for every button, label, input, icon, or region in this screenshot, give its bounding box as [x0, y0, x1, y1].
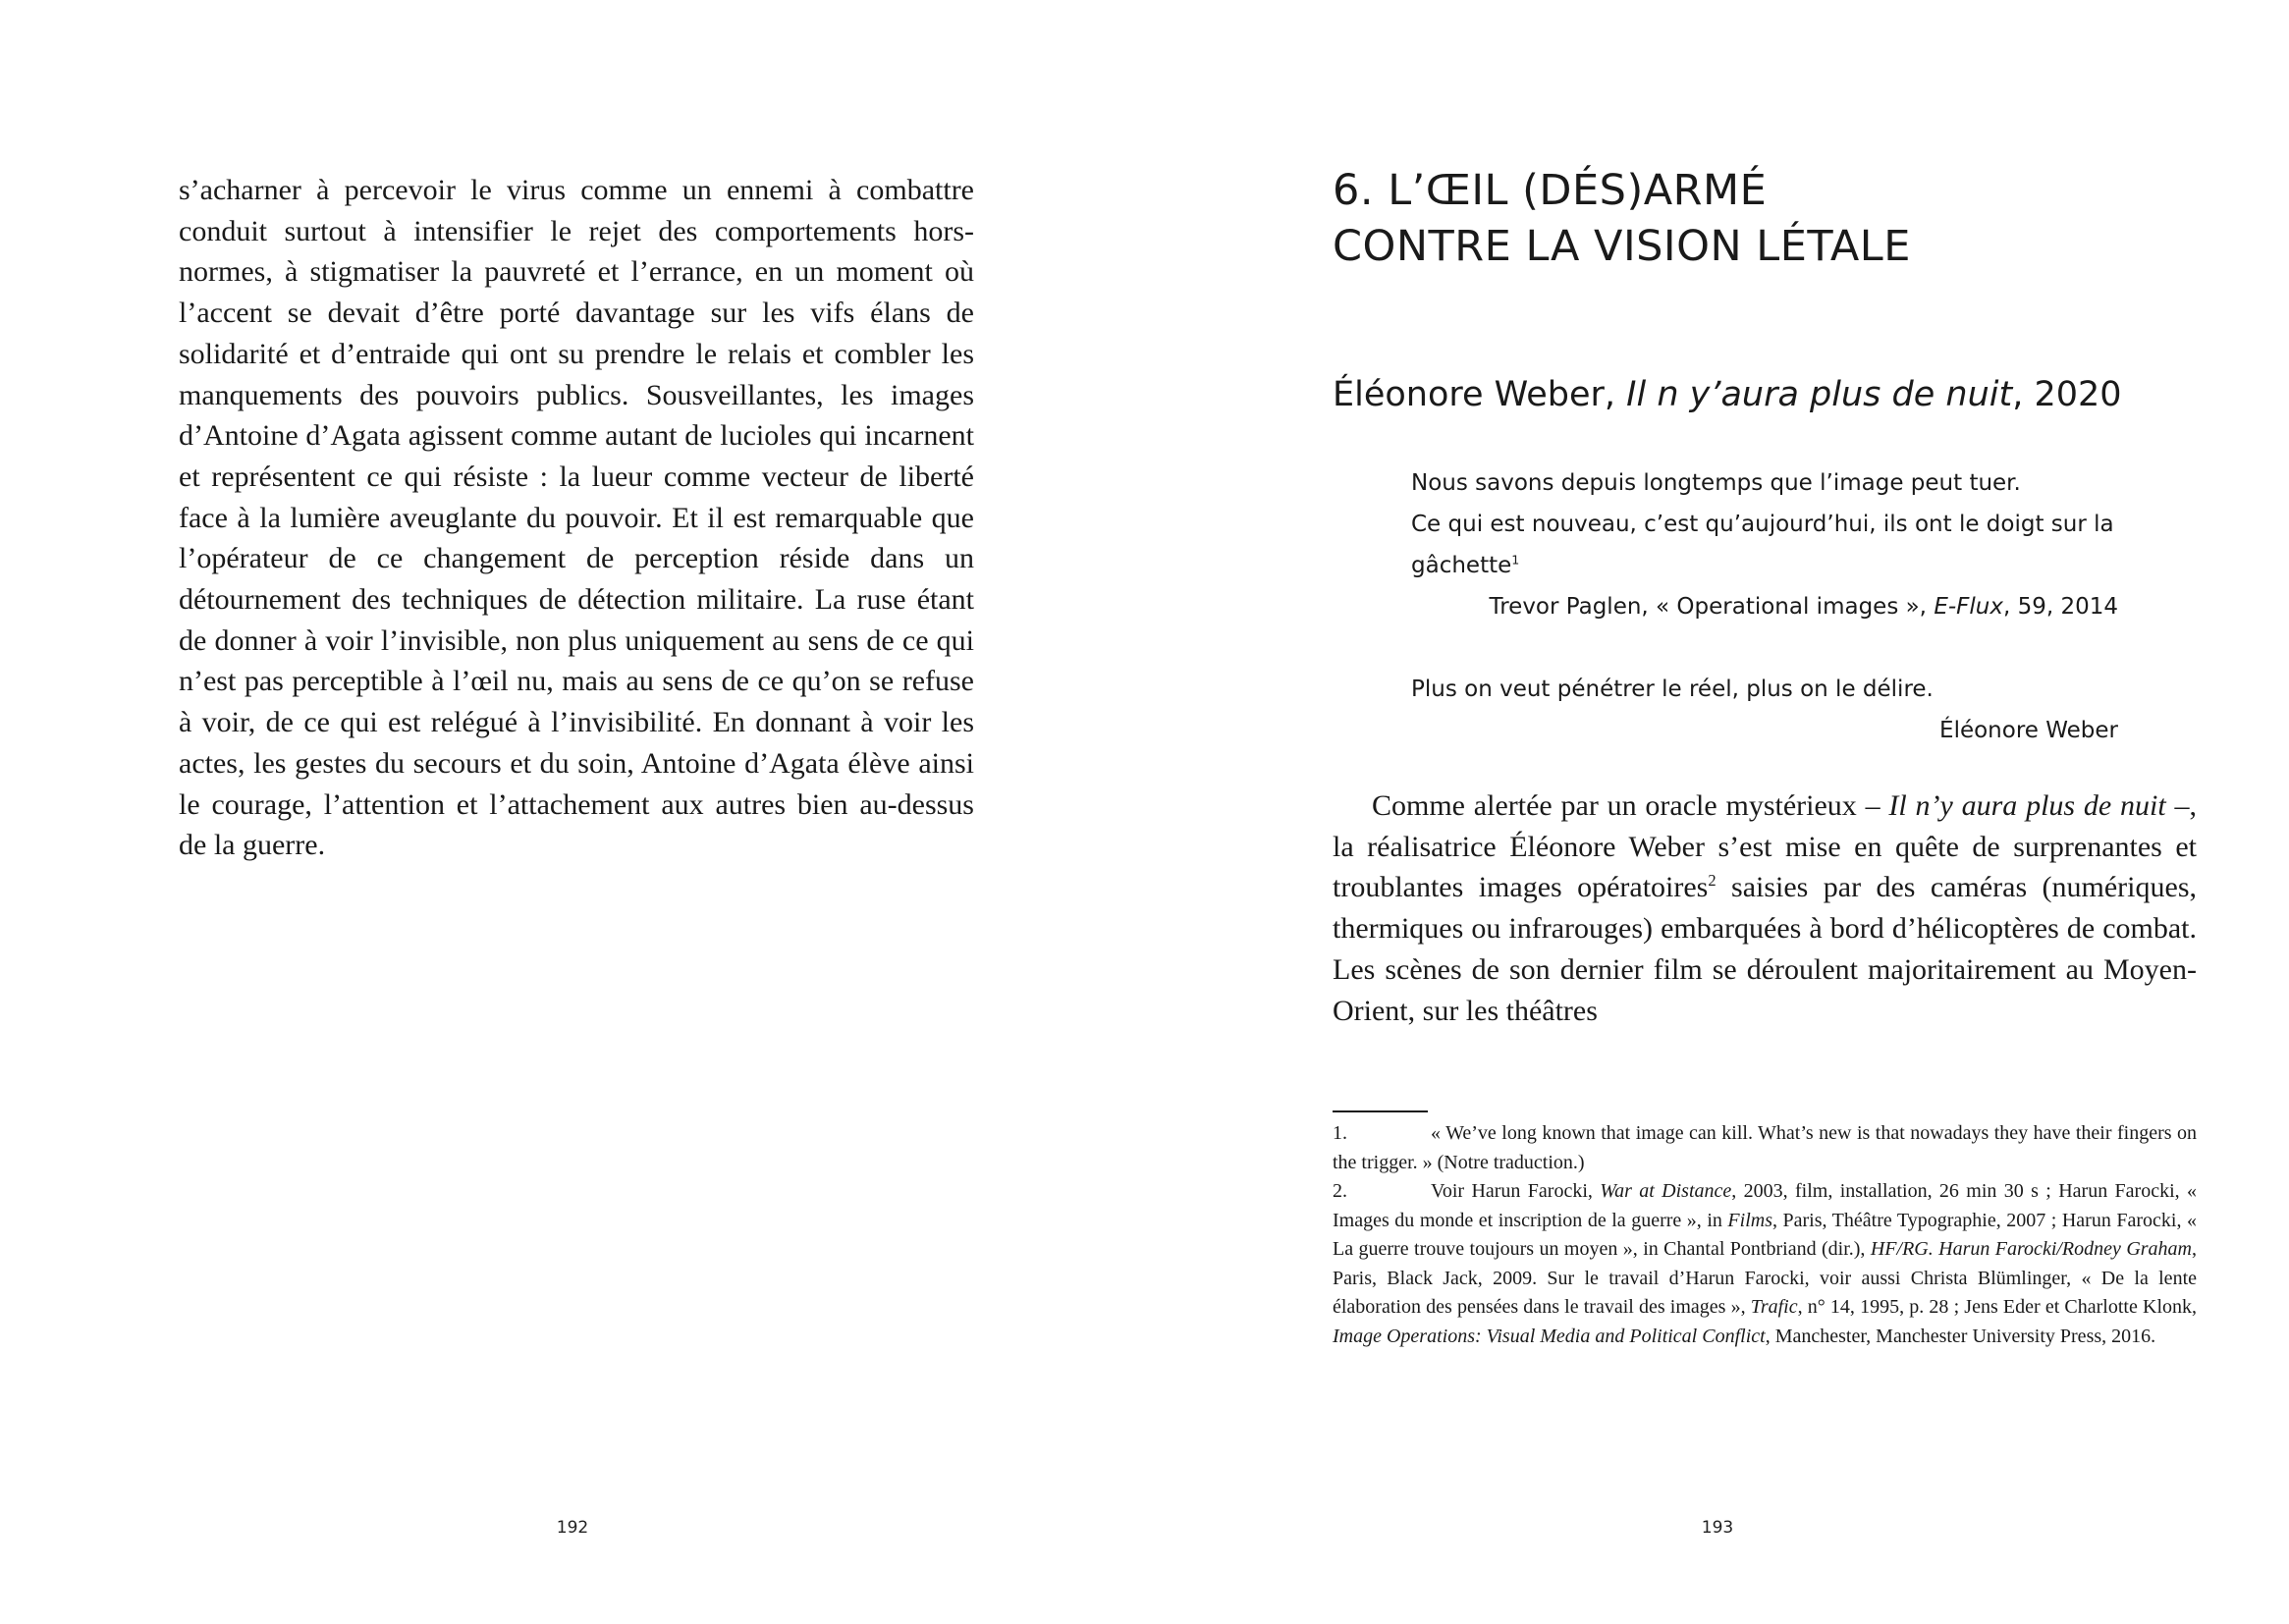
footnote-ref-2: 2 [1708, 871, 1717, 891]
body-part-c: saisies par des caméras (numériques, thermiques ou infrarouges) embarquées à bord d’hélicoptères de combat. Les scènes de son dernier film se déroulent majoritairement au Moyen-Orient, sur les théâtres [1333, 871, 2197, 1027]
chapter-title-line2: CONTRE LA VISION LÉTALE [1333, 222, 1911, 271]
body-part-b: –, la réalisatrice Éléonore Weber s’est mise en quête de surprenantes et troublantes images opératoires [1333, 789, 2198, 904]
footnote-2-films: Films [1727, 1209, 1772, 1231]
footnote-divider [1333, 1110, 1428, 1112]
footnote-2 [1333, 1177, 2197, 1351]
footnote-2-part-f: , Manchester, Manchester University Press, 2016. [1765, 1325, 2156, 1347]
right-page [1145, 0, 2289, 1624]
page-number-left: 192 [556, 1518, 589, 1538]
epigraph2-line: Plus on veut pénétrer le réel, plus on le délire. [1411, 677, 1934, 702]
footnote-2-war-at-distance: War at Distance [1600, 1180, 1732, 1202]
section-author: Éléonore Weber, [1333, 375, 1627, 414]
left-page [0, 0, 1144, 1624]
right-body-text [1333, 785, 2197, 1031]
footnote-2-part-b: , 2003, film, installation, 26 min 30 s ; Harun Farocki, « Images du monde et inscription de la guerre », in [1333, 1180, 2198, 1231]
page-number-right: 193 [1701, 1518, 1734, 1538]
footnote-ref-1: 1 [1511, 552, 1520, 568]
epigraph1-source [1411, 586, 2118, 627]
section-title [1333, 371, 2197, 418]
epigraph1-source-author: Trevor Paglen, « Operational images », [1489, 594, 1935, 620]
left-body-text: s’acharner à percevoir le virus comme un ennemi à combattre conduit surtout à intensifier le rejet des comportements hors-normes, à stigmatiser la pauvreté et l’errance, en un moment où l’accent se devait d’être porté davantage sur les vifs élans de solidarité et d’entraide qui ont su prendre le relais et combler les manquements des pouvoirs publics. Sousveillantes, les images d’Antoine d’Agata agissent comme autant de lucioles qui incarnent et représentent ce qui résiste : la lueur comme vecteur de liberté face à la lumière aveuglante du pouvoir. Et il est remarquable que l’opérateur de ce changement de perception réside dans un détournement des techniques de détection militaire. La ruse étant de donner à voir l’invisible, non plus uniquement au sens de ce qui n’est pas perceptible à l’œil nu, mais au sens de ce qu’on se refuse à voir, de ce qui est relégué à l’invisibilité. En donnant à voir les actes, les gestes du secours et du soin, Antoine d’Agata élève ainsi le courage, l’attention et l’attachement aux autres bien au-dessus de la guerre. [179, 174, 974, 862]
epigraph1-source-publication: E-Flux [1934, 594, 2003, 620]
section-work-title: Il n y’aura plus de nuit [1626, 375, 2013, 414]
footnote-2-part-d: , Paris, Black Jack, 2009. Sur le travail d’Harun Farocki, voir aussi Christa Blümlinger, « De la lente élaboration des pensées dans le travail des images », [1333, 1238, 2197, 1318]
footnotes [1333, 1119, 2197, 1351]
body-film-title: Il n’y aura plus de nuit [1888, 789, 2166, 822]
footnote-1-text: « We’ve long known that image can kill. What’s new is that nowadays they have their fingers on the trigger. » (Notre traduction.) [1333, 1122, 2197, 1173]
body-part-a: Comme alertée par un oracle mystérieux – [1372, 789, 1889, 822]
epigraph1-line2-text: Ce qui est nouveau, c’est qu’aujourd’hui, ils ont le doigt sur la gâchette [1411, 512, 2114, 578]
footnote-1-number: 1. [1333, 1122, 1347, 1144]
footnote-2-hf-rg: HF/RG. Harun Farocki/Rodney Graham [1870, 1238, 2192, 1260]
footnote-2-part-e: , n° 14, 1995, p. 28 ; Jens Eder et Charlotte Klonk, [1797, 1296, 2198, 1318]
epigraph-block [1411, 462, 2118, 751]
epigraph1-line1: Nous savons depuis longtemps que l’image peut tuer. [1411, 470, 2021, 496]
footnote-2-part-a: Voir Harun Farocki, [1431, 1180, 1601, 1202]
footnote-2-trafic: Trafic [1750, 1296, 1798, 1318]
section-year: , 2020 [2012, 375, 2122, 414]
footnote-2-part-c: , Paris, Théâtre Typographie, 2007 ; Harun Farocki, « La guerre trouve toujours un moyen », in Chantal Pontbriand (dir.), [1333, 1209, 2197, 1260]
epigraph1-source-issue: , 59, 2014 [2002, 594, 2118, 620]
chapter-title-line1: 6. L’ŒIL (DÉS)ARMÉ [1333, 166, 1768, 215]
epigraph1-line2 [1411, 504, 2118, 586]
epigraph2-source: Éléonore Weber [1939, 718, 2118, 743]
footnote-2-image-operations: Image Operations: Visual Media and Political Conflict [1333, 1325, 1766, 1347]
footnote-1 [1333, 1119, 2197, 1177]
chapter-title [1333, 163, 2197, 275]
footnote-2-number: 2. [1333, 1180, 1347, 1202]
